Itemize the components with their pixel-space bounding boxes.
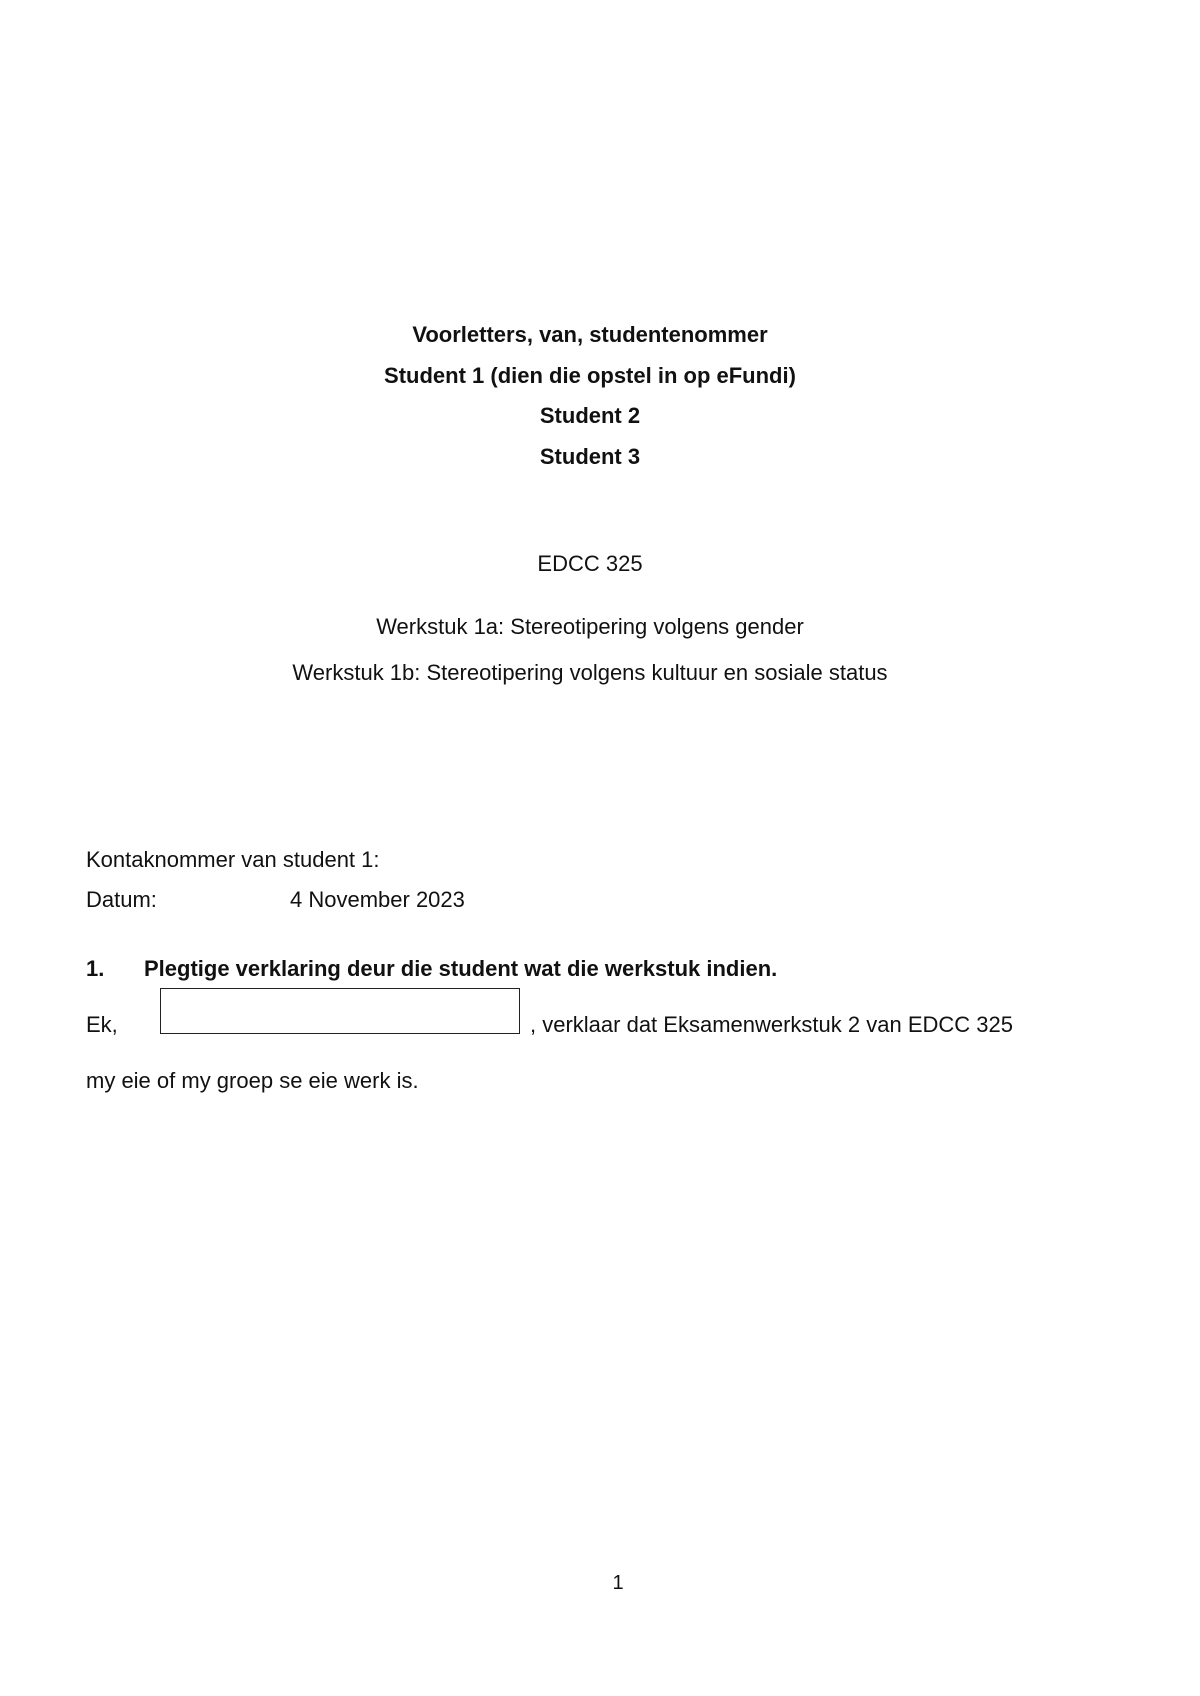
declaration-suffix: , verklaar dat Eksamenwerkstuk 2 van EDCC 325 bbox=[530, 1012, 1013, 1037]
student-3-line: Student 3 bbox=[539, 444, 641, 469]
declaration-prefix: Ek, bbox=[86, 1012, 118, 1037]
declaration-number: 1. bbox=[86, 956, 105, 981]
date-label: Datum: bbox=[86, 887, 157, 912]
module-code: EDCC 325 bbox=[537, 551, 643, 576]
contact-number-label: Kontaknommer van student 1: bbox=[86, 847, 380, 872]
declarant-name-field[interactable] bbox=[160, 988, 520, 1034]
header-label: Voorletters, van, studentenommer bbox=[412, 322, 768, 347]
assignment-1b-title: Werkstuk 1b: Stereotipering volgens kultuur en sosiale status bbox=[292, 660, 888, 685]
assignment-1a-title: Werkstuk 1a: Stereotipering volgens gender bbox=[376, 614, 804, 639]
declaration-heading bbox=[86, 956, 777, 982]
page-number: 1 bbox=[612, 1572, 624, 1594]
student-1-line: Student 1 (dien die opstel in op eFundi) bbox=[384, 363, 796, 388]
declaration-continuation: my eie of my groep se eie werk is. bbox=[86, 1068, 419, 1093]
declaration-title: Plegtige verklaring deur die student wat die werkstuk indien. bbox=[144, 956, 778, 981]
student-2-line: Student 2 bbox=[539, 403, 641, 428]
date-value: 4 November 2023 bbox=[290, 887, 465, 912]
